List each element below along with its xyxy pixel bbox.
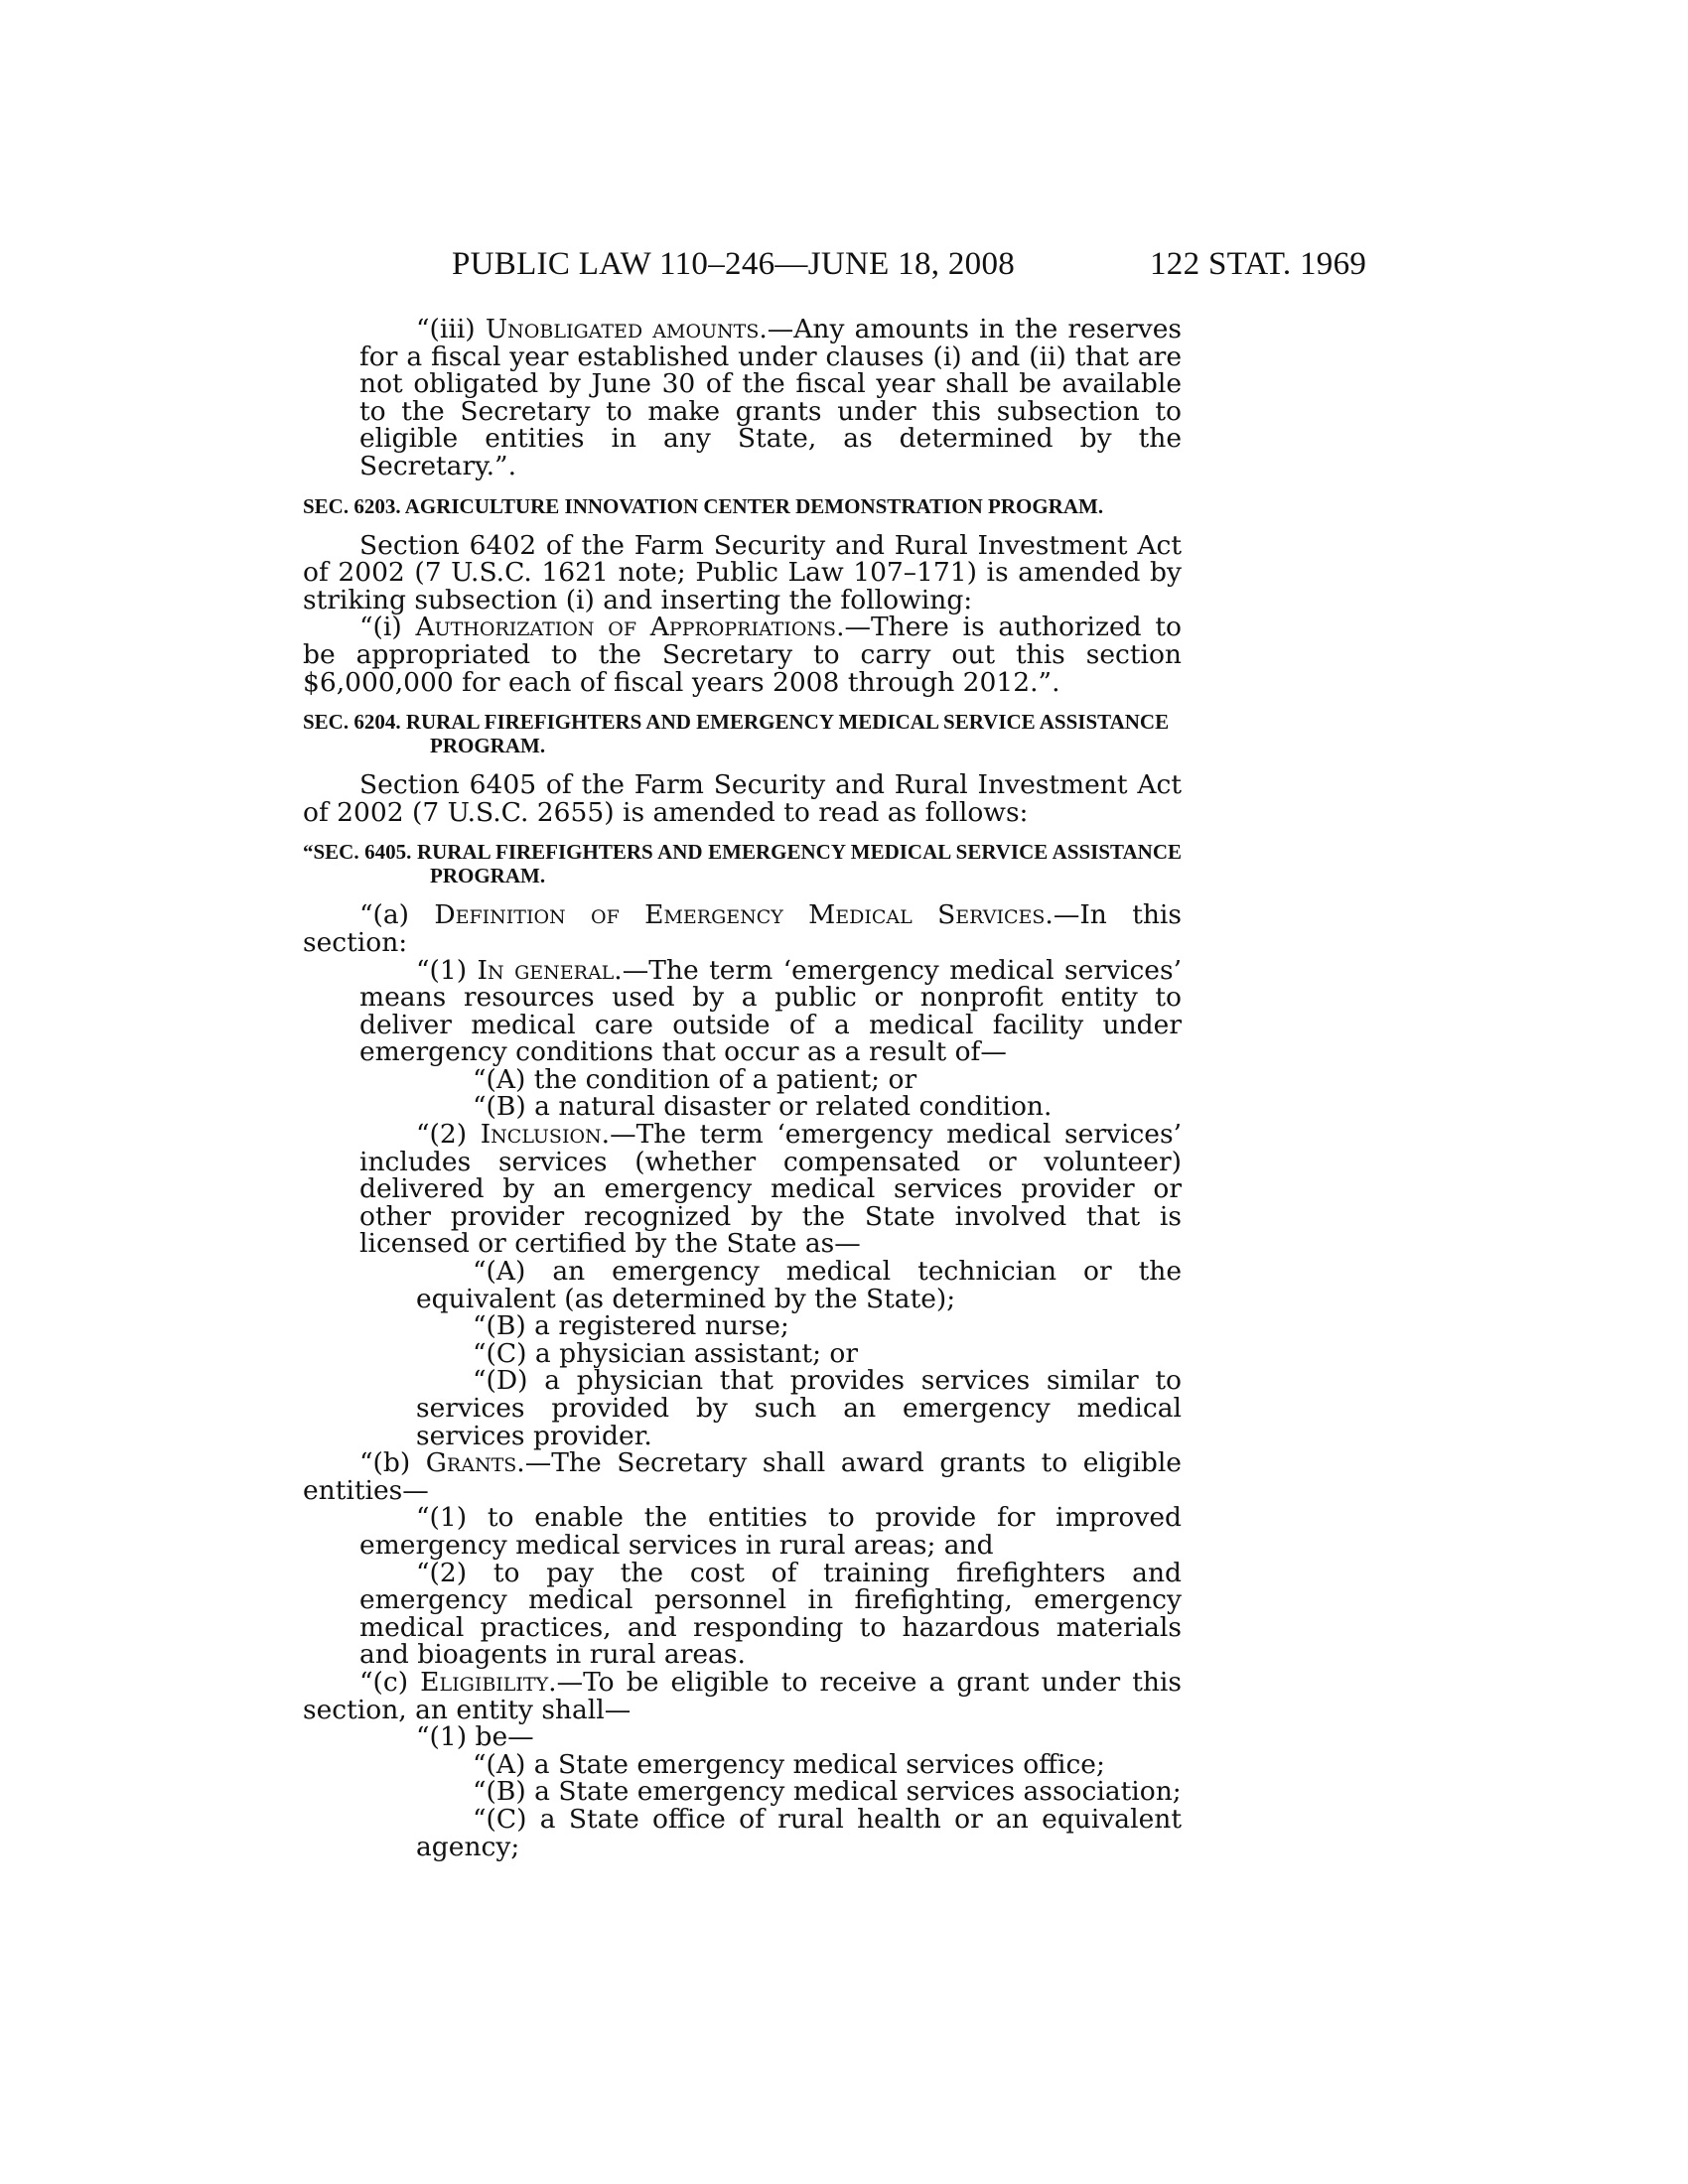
- paragraph-c1A: “(A) a State emergency medical services office;: [473, 1748, 1105, 1780]
- paragraph-a-definition: “(a) Definition of Emergency Medical Services.—In this section:: [303, 899, 1182, 958]
- paragraph-a2B: “(B) a registered nurse;: [473, 1310, 789, 1342]
- section-heading-6203: SEC. 6203. AGRICULTURE INNOVATION CENTER DEMONSTRATION PROGRAM.: [303, 493, 1104, 518]
- subhead-grants: Grants: [425, 1447, 517, 1479]
- subhead-authorization: Authorization of Appropriations: [415, 612, 837, 643]
- paragraph-a2C: “(C) a physician assistant; or: [473, 1337, 859, 1369]
- paragraph-iii-unobligated-amounts: “(iii) Unobligated amounts.—Any amounts in the reserves for a fiscal year established under clauses (i) and (ii) that are not obligated by June 30 of the fiscal year shall be available to the Secretary to make grants under this subsection to eligible entities in any State, as determined by the Secretary.”.: [359, 314, 1182, 481]
- paragraph-a1-in-general: “(1) In general.—The term ‘emergency medical services’ means resources used by a public or nonprofit entity to deliver medical care outside of a medical facility under emergency conditions that occur as a result of—: [359, 954, 1182, 1068]
- header-page-number: 122 STAT. 1969: [1150, 246, 1367, 282]
- subhead-inclusion: Inclusion: [480, 1119, 602, 1151]
- subhead-definition: Definition of Emergency Medical Services: [434, 899, 1046, 931]
- paragraph-c1B: “(B) a State emergency medical services association;: [473, 1776, 1182, 1808]
- subhead-in-general: In general: [477, 954, 615, 986]
- subhead-unobligated-amounts: Unobligated amounts: [485, 314, 760, 344]
- paragraph-i-authorization: “(i) Authorization of Appropriations.—There is authorized to be appropriated to the Secretary to carry out this section $6,000,000 for each of fiscal years 2008 through 2012.”.: [303, 612, 1183, 698]
- paragraph-section-6405: Section 6405 of the Farm Security and Rural Investment Act of 2002 (7 U.S.C. 2655) is amended to read as follows:: [303, 769, 1182, 828]
- paragraph-b-grants: “(b) Grants.—The Secretary shall award grants to eligible entities—: [303, 1447, 1182, 1506]
- paragraph-c1: “(1) be—: [416, 1721, 534, 1753]
- paragraph-a2A: “(A) an emergency medical technician or the equivalent (as determined by the State);: [416, 1256, 1182, 1314]
- subhead-eligibility: Eligibility: [420, 1666, 549, 1698]
- section-heading-6405: “SEC. 6405. RURAL FIREFIGHTERS AND EMERGENCY MEDICAL SERVICE ASSISTANCE PROGRAM.: [303, 840, 1182, 888]
- paragraph-c1C: “(C) a State office of rural health or an equivalent agency;: [416, 1803, 1182, 1862]
- running-header: [0, 246, 1688, 286]
- paragraph-c-eligibility: “(c) Eligibility.—To be eligible to receive a grant under this section, an entity shall—: [303, 1666, 1182, 1725]
- paragraph-a2-inclusion: “(2) Inclusion.—The term ‘emergency medical services’ includes services (whether compensated or volunteer) delivered by an emergency medical services provider or other provider recognized by the State involved that is licensed or certified by the State as—: [359, 1119, 1182, 1260]
- document-body: [303, 316, 1182, 1860]
- section-heading-6204: SEC. 6204. RURAL FIREFIGHTERS AND EMERGENCY MEDICAL SERVICE ASSISTANCE PROGRAM.: [303, 710, 1170, 758]
- header-title: PUBLIC LAW 110–246—JUNE 18, 2008: [452, 246, 1016, 282]
- paragraph-a1B: “(B) a natural disaster or related condition.: [473, 1091, 1053, 1123]
- paragraph-b1: “(1) to enable the entities to provide for improved emergency medical services in rural areas; and: [359, 1502, 1182, 1561]
- paragraph-a2D: “(D) a physician that provides services similar to services provided by such an emergency medical services provider.: [416, 1365, 1182, 1451]
- paragraph-section-6402: Section 6402 of the Farm Security and Rural Investment Act of 2002 (7 U.S.C. 1621 note; Public Law 107–171) is amended by striking subsection (i) and inserting the following:: [303, 529, 1182, 615]
- paragraph-b2: “(2) to pay the cost of training firefighters and emergency medical personnel in firefighting, emergency medical practices, and responding to hazardous materials and bioagents in rural areas.: [359, 1557, 1182, 1671]
- paragraph-a1A: “(A) the condition of a patient; or: [473, 1063, 917, 1095]
